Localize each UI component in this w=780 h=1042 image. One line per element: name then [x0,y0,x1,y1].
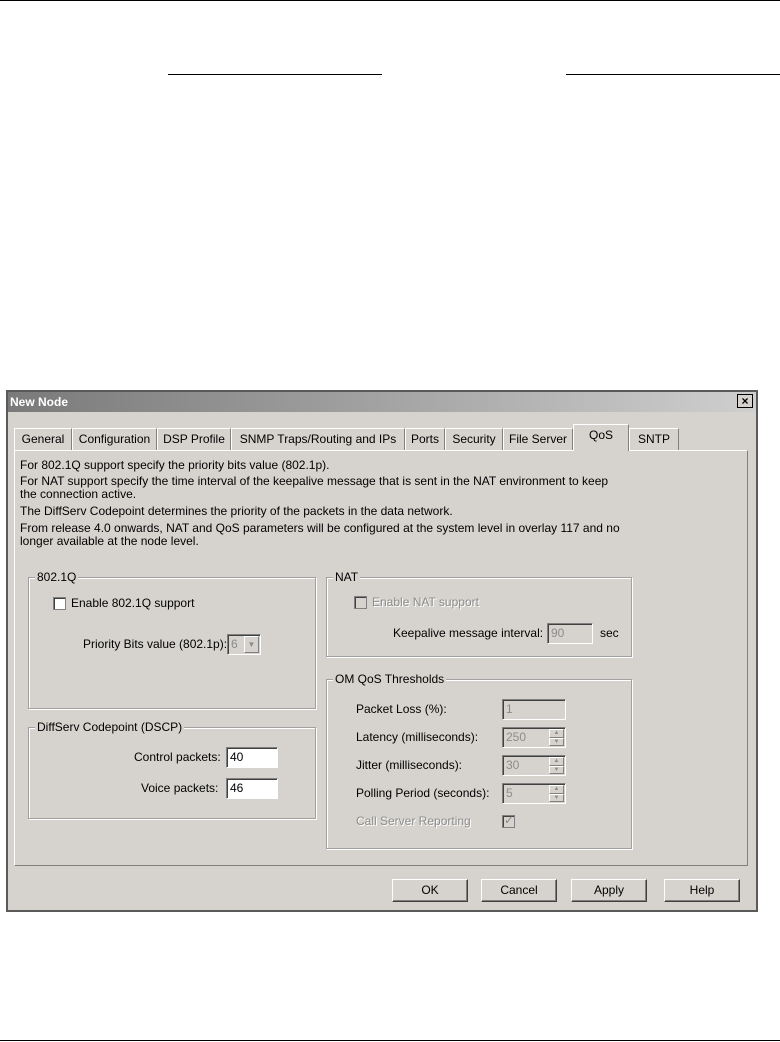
packet-loss-input[interactable] [502,699,566,720]
cancel-button[interactable]: Cancel [481,879,557,902]
latency-stepper[interactable] [502,727,566,748]
ok-button[interactable]: OK [392,879,468,902]
info-line-nat-2: the connection active. [20,487,137,501]
page-bottom-rule [0,1040,780,1041]
priority-bits-label: Priority Bits value (802.1p): [83,637,228,651]
info-line-8021q: For 802.1Q support specify the priority bits value (802.1p). [20,458,330,472]
jitter-value: 30 [506,758,520,772]
group-nat-title: NAT [335,570,359,584]
polling-period-stepper[interactable] [502,783,566,804]
priority-bits-value: 6 [231,637,238,651]
latency-spin[interactable]: ▲ ▼ [549,729,564,746]
group-8021q-title: 802.1Q [37,570,77,584]
dialog-title: New Node [10,395,69,409]
packet-loss-value: 1 [506,702,513,716]
polling-period-value: 5 [506,786,513,800]
polling-period-label: Polling Period (seconds): [356,786,490,800]
group-dscp [28,720,316,819]
dialog-titlebar [8,392,756,412]
chevron-down-icon[interactable]: ▼ [244,636,259,653]
tab-configuration[interactable]: Configuration [72,428,157,450]
tab-sntp[interactable]: SNTP [629,428,679,450]
header-rule-left [168,74,382,75]
tab-qos[interactable]: QoS [573,424,629,451]
packet-loss-label: Packet Loss (%): [356,702,447,716]
group-8021q [28,570,316,709]
control-packets-label: Control packets: [134,750,221,764]
keepalive-input[interactable] [547,623,593,644]
group-om-qos-title: OM QoS Thresholds [335,672,445,686]
enable-nat-checkbox[interactable] [354,596,367,609]
qos-tab-panel [14,450,748,866]
jitter-label: Jitter (milliseconds): [356,758,463,772]
group-dscp-title: DiffServ Codepoint (DSCP) [37,720,183,734]
info-line-nat-1: For NAT support specify the time interval of the keepalive message that is sent in the NAT environment to keep [20,474,609,488]
apply-button[interactable]: Apply [571,879,647,902]
tab-dsp-profile[interactable]: DSP Profile [157,428,231,450]
control-packets-value: 40 [230,750,244,764]
control-packets-input[interactable] [226,747,278,768]
voice-packets-input[interactable] [226,778,278,799]
jitter-stepper[interactable] [502,755,566,776]
info-line-release-1: From release 4.0 onwards, NAT and QoS parameters will be configured at the system level in overlay 117 and no [20,521,620,535]
call-server-reporting-label: Call Server Reporting [356,814,471,828]
enable-8021q-checkbox[interactable] [53,597,66,610]
keepalive-label: Keepalive message interval: [393,626,544,640]
enable-8021q-label: Enable 802.1Q support [71,596,195,610]
tab-security[interactable]: Security [445,428,503,450]
close-icon[interactable]: × [737,394,753,408]
group-om-qos-thresholds [326,672,632,849]
group-nat [326,570,632,657]
check-icon: ✓ [504,813,515,827]
enable-nat-label: Enable NAT support [372,595,479,609]
voice-packets-value: 46 [230,781,244,795]
page-top-rule [0,0,780,1]
voice-packets-label: Voice packets: [141,781,219,795]
priority-bits-select[interactable] [227,634,261,655]
jitter-spin[interactable]: ▲ ▼ [549,757,564,774]
info-line-release-2: longer available at the node level. [20,534,199,548]
latency-label: Latency (milliseconds): [356,730,479,744]
tab-snmp-traps-routing[interactable]: SNMP Traps/Routing and IPs [231,428,405,450]
info-line-dscp: The DiffServ Codepoint determines the priority of the packets in the data network. [20,504,453,518]
polling-spin[interactable]: ▲ ▼ [549,785,564,802]
latency-value: 250 [506,730,527,744]
keepalive-unit: sec [600,626,619,640]
tab-file-server[interactable]: File Server [503,428,573,450]
header-rule-right [566,74,780,75]
help-button[interactable]: Help [664,879,740,902]
tab-general[interactable]: General [14,428,72,450]
new-node-dialog [6,390,758,912]
keepalive-value: 90 [551,626,565,640]
tab-ports[interactable]: Ports [405,428,445,450]
call-server-reporting-checkbox[interactable] [502,815,515,828]
